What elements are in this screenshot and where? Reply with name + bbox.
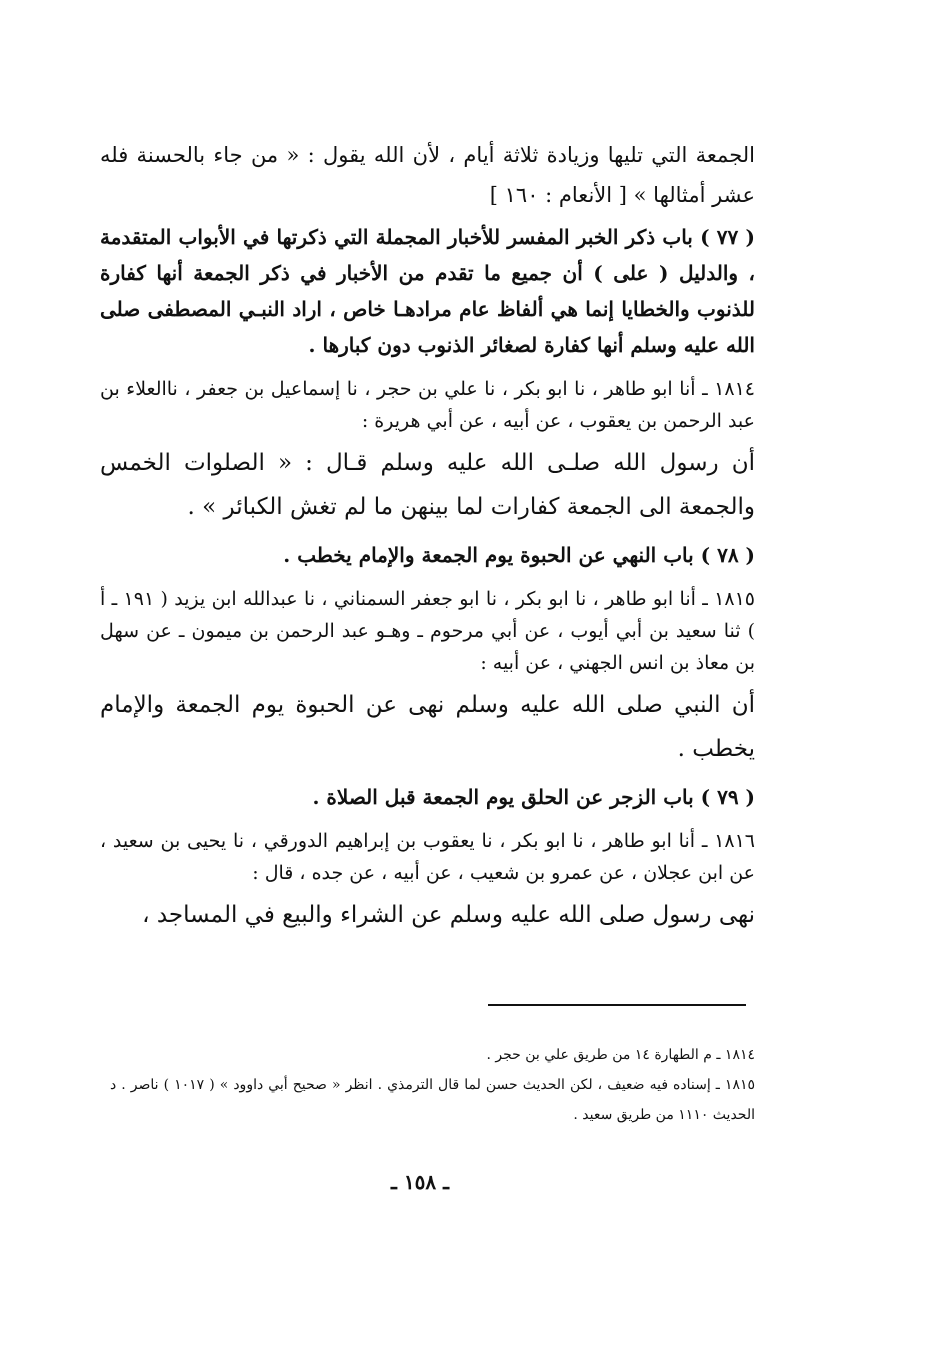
- hadith-1816-matn: نهى رسول صلى الله عليه وسلم عن الشراء والبيع في المساجد ،: [142, 902, 755, 928]
- chapter-heading-78: ( ٧٨ ) باب النهي عن الحبوة يوم الجمعة والإمام يخطب .: [283, 543, 755, 567]
- footnote-1815: ١٨١٥ ـ إسناده فيه ضعيف ، لكن الحديث حسن لما قال الترمذي . انظر « صحيح أبي داوود » ( ١٠١٧ ) ناصر . د الحديث ١١١٠ من طريق سعيد .: [110, 1077, 755, 1123]
- hadith-1816-isnad: ١٨١٦ ـ أنا ابو طاهر ، نا ابو بكر ، نا يعقوب بن إبراهيم الدورقي ، نا يحيى بن سعيد ، عن ابن عجلان ، عن عمرو بن شعيب ، عن أبيه ، عن جده ، قال :: [100, 830, 755, 884]
- footnote-divider: [488, 1004, 746, 1006]
- hadith-1814-matn: أن رسول الله صلـى الله عليه وسلم قـال : « الصلوات الخمس والجمعة الى الجمعة كفارات لما بينهن ما لم تغش الكبائر » .: [100, 450, 755, 520]
- chapter-heading-77: ( ٧٧ ) باب ذكر الخبر المفسر للأخبار المجملة التي ذكرتها في الأبواب المتقدمة ، والدليل ( على ) أن جميع ما تقدم من الأخبار في ذكر الجمعة أنها كفارة للذنوب والخطايا إنما هي ألفاظ عام مرادهـا خاص ، اراد النبـي المصطفى صلى الله عليه وسلم أنها كفارة لصغائر الذنوب دون كبارها .: [100, 225, 755, 357]
- footnotes: [110, 1040, 755, 1130]
- footnote-1814: ١٨١٤ ـ م الطهارة ١٤ من طريق علي بن حجر .: [486, 1047, 755, 1063]
- chapter-heading-79: ( ٧٩ ) باب الزجر عن الحلق يوم الجمعة قبل الصلاة .: [312, 785, 755, 809]
- intro-text: الجمعة التي تليها وزيادة ثلاثة أيام ، لأن الله يقول : « من جاء بالحسنة فله عشر أمثالها » [ الأنعام : ١٦٠ ]: [100, 143, 755, 207]
- hadith-1814-isnad: ١٨١٤ ـ أنا ابو طاهر ، نا ابو بكر ، نا علي بن حجر ، نا إسماعيل بن جعفر ، ناالعلاء بن عبد الرحمن بن يعقوب ، عن أبيه ، عن أبي هريرة :: [100, 378, 755, 432]
- hadith-1815-isnad: ١٨١٥ ـ أنا ابو طاهر ، نا ابو بكر ، نا ابو جعفر السمناني ، نا عبدالله ابن يزيد ( ١٩١ ـ أ ) ثنا سعيد بن أبي أيوب ، عن أبي مرحوم ـ وهـو عبد الرحمن بن ميمون ـ عن سهل بن معاذ بن انس الجهني ، عن أبيه :: [100, 588, 755, 674]
- hadith-1815-matn: أن النبي صلى الله عليه وسلم نهى عن الحبوة يوم الجمعة والإمام يخطب .: [100, 692, 755, 762]
- page-body: [100, 135, 755, 945]
- page-number: ـ ١٥٨ ـ: [391, 1170, 449, 1194]
